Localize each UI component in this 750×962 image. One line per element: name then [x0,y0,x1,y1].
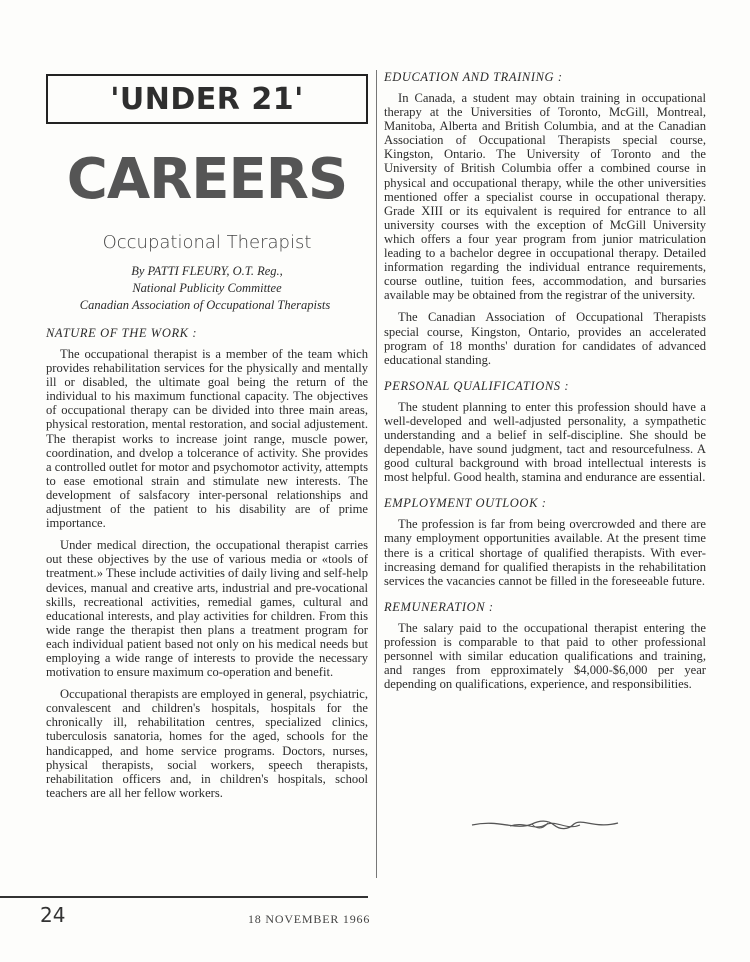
paragraph: In Canada, a student may obtain training in occupational therapy at the Universities of Toronto, McGill, Montreal, Manitoba, Alberta and British Columbia, and at the Canadian Association of Occupational Therapists special course, Kingston, Ontario. The University of Toronto and the University of British Columbia offer a combined course in physical and occupational therapy, while the other universities mentioned offer a specialist course in occupational therapy. Grade XIII or its equivalent is required for entrance to all university courses with the exception of McGill University which offers a four year program from junior matriculation leading to a bachelor degree in occupational therapy. Detailed information regarding the individual entrance requirements, course outline, tuition fees, accommodation, and bursaries available may be obtained from the registrar of the university. [384,91,706,303]
paragraph: Under medical direction, the occupational therapist carries out these objectives by the use of various media or «tools of treatment.» These include activities of daily living and self-help devices, manual and creative arts, industrial and pre-vocational skills, recreational activities, remedial games, cultural and educational interests, and play activities for children. From this wide range the therapist then plans a treatment program for each individual patient based not only on his medical needs but employing a wide range of interests to provide the necessary motivation to ensure maximum co-operation and benefit. [46,538,368,680]
byline-org: Canadian Association of Occupational Therapists [79,298,331,312]
section-heading-employment: EMPLOYMENT OUTLOOK : [384,496,547,511]
article-subtitle: Occupational Therapist [102,232,312,253]
byline-author: By PATTI FLEURY, O.T. Reg., [131,264,283,278]
paragraph: The student planning to enter this profession should have a well-developed and well-adjusted personality, a sympathetic understanding and a belief in self-discipline. She should be dependable, have sound judgment, tact and resourcefulness. A good cultural background with broad intellectual interests is most helpful. Good health, stamina and endurance are essential. [384,399,706,485]
byline-role: National Publicity Committee [132,281,282,295]
section-heading-personal: PERSONAL QUALIFICATIONS : [384,378,570,393]
boxed-title-text: 'UNDER 21' [110,81,304,117]
page-number: 24 [40,903,66,927]
paragraph: Occupational therapists are employed in general, psychiatric, convalescent and children's hospitals, hospitals for the chronically ill, rehabilitation centres, specialized clinics, tuberculosis sanatoria, homes for the aged, schools for the handicapped, and home service programs. Doctors, nurses, physical therapists, social workers, speech therapists, rehabilitation officers and, in children's hospitals, school teachers are all her fellow workers. [46,687,368,800]
section-heading-nature: NATURE OF THE WORK : [46,326,198,340]
section-heading-education: EDUCATION AND TRAINING : [384,70,563,84]
boxed-title [46,74,368,124]
section-heading-remuneration: REMUNERATION : [384,599,494,614]
right-column [384,70,706,699]
left-column [46,74,368,808]
byline [46,263,368,314]
paragraph: The profession is far from being overcrowded and there are many employment opportunities available. At the present time there is a critical shortage of qualified therapists. With ever-increasing demand for qualified therapists in the rehabilitation services the vacancies cannot be filled in the foreseeable future. [384,517,706,588]
decorative-flourish-icon [470,815,620,835]
column-divider [376,70,377,878]
issue-date: 18 NOVEMBER 1966 [248,912,371,926]
paragraph: The salary paid to the occupational therapist entering the profession is comparable to that paid to other professional personnel with similar education qualifications and training, and ranges from epproximately $4,000-$6,000 per year depending on qualifications, experience, and responsibilities. [384,620,706,692]
main-title: CAREERS [66,147,348,212]
footer-rule [0,896,368,898]
paragraph: The occupational therapist is a member of the team which provides rehabilitation services for the physically and mentally ill or disabled, the ultimate goal being the return of the individual to his maximum functional capacity. The objectives of occupational therapy can be divided into three main areas, physical restoration, mental restoration, and social adjustement. The therapist works to increase joint range, muscle power, coordination, and dvelop a tolcerance of activity. She provides a controlled outlet for motor and psychomotor activity, attempts to ease emotional strain and stimulate new interests. The development of salsfacory inter-personal relationships and adjustment of the patient to his disability are of prime importance. [46,347,368,531]
paragraph: The Canadian Association of Occupational Therapists special course, Kingston, Ontario, provides an accelerated program of 18 months' duration for candidates of advanced educational standing. [384,310,706,367]
